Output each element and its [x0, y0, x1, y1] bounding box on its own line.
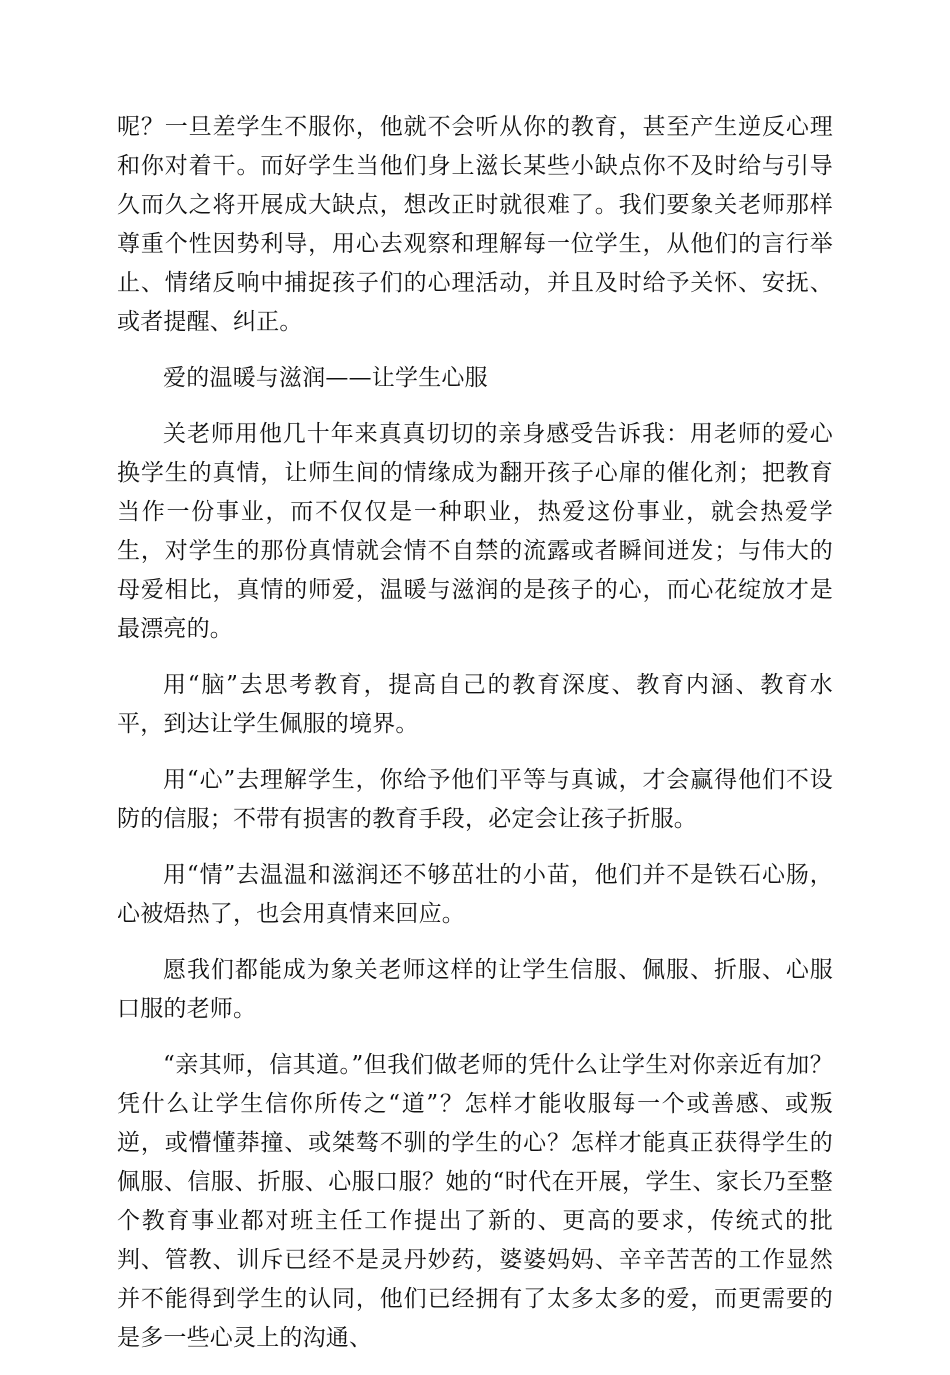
paragraph-teacher-love: 关老师用他几十年来真真切切的亲身感受告诉我：用老师的爱心换学生的真情，让师生间的情缘成为翻开孩子心扉的催化剂；把教育当作一份事业，而不仅仅是一种职业，热爱这份事业，就会热爱学生，对学生的那份真情就会情不自禁的流露或者瞬间迸发；与伟大的母爱相比，真情的师爱，温暖与滋润的是孩子的心，而心花绽放才是最漂亮的。: [117, 421, 833, 642]
paragraph-brain: 用“脑”去思考教育，提高自己的教育深度、教育内涵、教育水平，到达让学生佩服的境界。: [117, 672, 833, 737]
paragraph-wish: 愿我们都能成为象关老师这样的让学生信服、佩服、折服、心服口服的老师。: [117, 957, 833, 1022]
paragraph-continuation: 呢？一旦差学生不服你，他就不会听从你的教育，甚至产生逆反心理和你对着干。而好学生当他们身上滋长某些小缺点你不及时给与引导久而久之将开展成大缺点，想改正时就很难了。我们要象关老师那样尊重个性因势利导，用心去观察和理解每一位学生，从他们的言行举止、情绪反响中捕捉孩子们的心理活动，并且及时给予关怀、安抚、或者提醒、纠正。: [117, 114, 833, 335]
section-heading: 爱的温暖与滋润——让学生心服: [163, 365, 488, 391]
document-body: [117, 108, 833, 1375]
paragraph-emotion: 用“情”去温温和滋润还不够茁壮的小苗，他们并不是铁石心肠，心被焐热了，也会用真情来回应。: [117, 862, 833, 927]
paragraph-heart: 用“心”去理解学生，你给予他们平等与真诚，才会赢得他们不设防的信服；不带有损害的教育手段，必定会让孩子折服。: [117, 767, 833, 832]
paragraph-quote: “亲其师，信其道。”但我们做老师的凭什么让学生对你亲近有加？凭什么让学生信你所传之“道”？怎样才能收服每一个或善感、或叛逆，或懵懂莽撞、或桀骜不驯的学生的心？怎样才能真正获得学生的佩服、信服、折服、心服口服？她的“时代在开展，学生、家长乃至整个教育事业都对班主任工作提出了新的、更高的要求，传统式的批判、管教、训斥已经不是灵丹妙药，婆婆妈妈、辛辛苦苦的工作显然并不能得到学生的认同，他们已经拥有了太多太多的爱，而更需要的是多一些心灵上的沟通、: [117, 1052, 833, 1351]
